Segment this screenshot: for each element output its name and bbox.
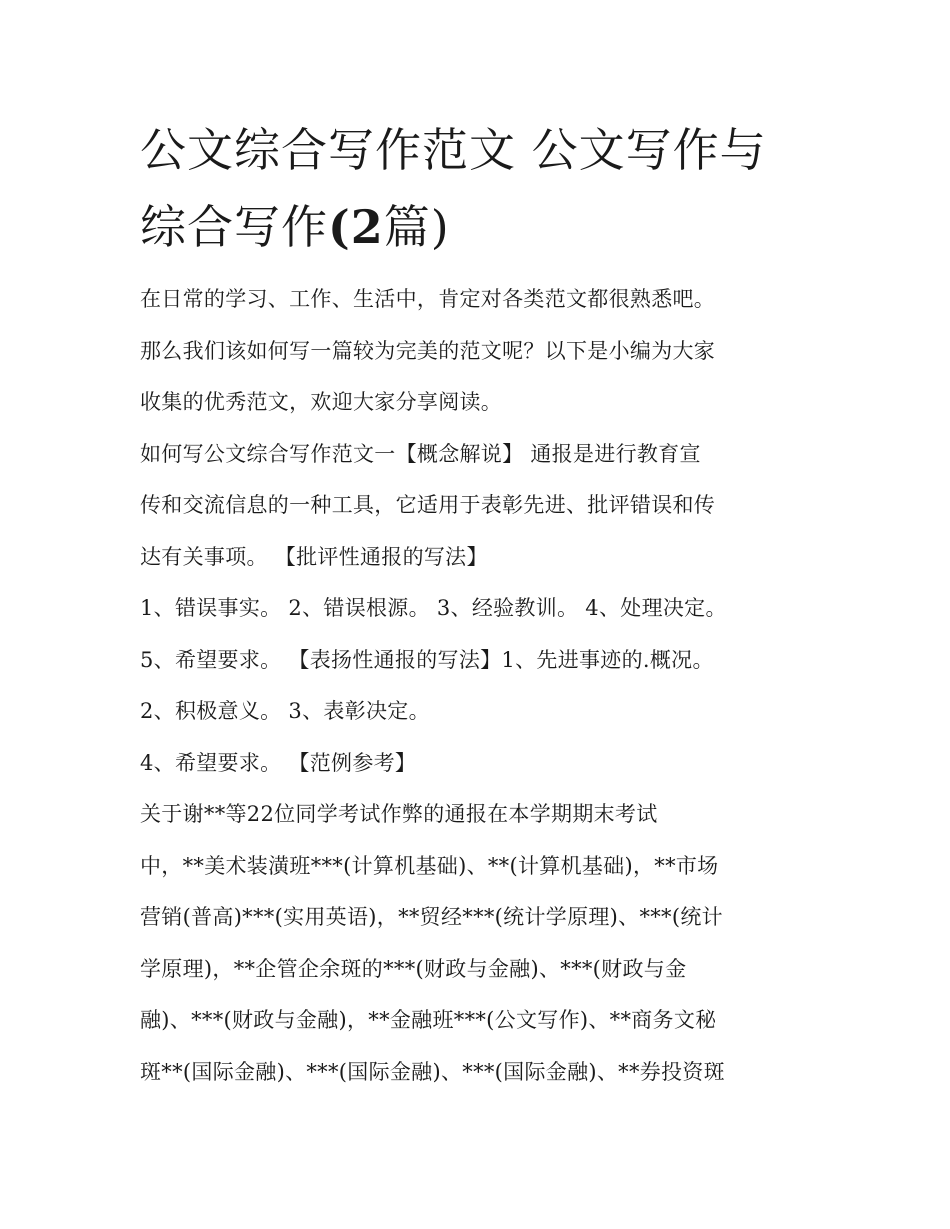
document-page <box>140 112 820 1098</box>
body-line: 5、希望要求。 【表扬性通报的写法】1、先进事迹的.概况。 <box>140 647 714 672</box>
body-line: 收集的优秀范文，欢迎大家分享阅读。 <box>140 390 503 414</box>
body-line: 融)、***(财政与金融)，**金融班***(公文写作)、**商务文秘 <box>140 1008 717 1032</box>
body-line: 达有关事项。 【批评性通报的写法】 <box>140 544 488 569</box>
title-line-2-suffix: 篇) <box>383 200 450 254</box>
body-line: 那么我们该如何写一篇较为完美的范文呢？以下是小编为大家 <box>140 338 716 363</box>
body-line: 关于谢**等22位同学考试作弊的通报在本学期期末考试 <box>140 802 658 826</box>
body-line: 营销(普高)***(实用英语)，**贸经***(统计学原理)、***(统计 <box>140 905 723 929</box>
body-line: 传和交流信息的一种工具，它适用于表彰先进、批评错误和传 <box>140 493 716 517</box>
title-line-2-prefix: 综合写作 <box>140 200 328 254</box>
body-line: 中，**美术装潢班***(计算机基础)、**(计算机基础)，**市场 <box>140 853 719 878</box>
document-title <box>140 112 820 266</box>
body-line: 在日常的学习、工作、生活中，肯定对各类范文都很熟悉吧。 <box>140 287 716 311</box>
body-line: 学原理)，**企管企余斑的***(财政与金融)、***(财政与金 <box>140 956 687 981</box>
body-line: 1、错误事实。 2、错误根源。 3、经验教训。 4、处理决定。 <box>140 596 727 620</box>
body-line: 2、积极意义。 3、表彰决定。 <box>140 699 430 723</box>
body-line: 如何写公文综合写作范文一【概念解说】 通报是进行教育宣 <box>140 441 701 466</box>
title-line-2-count: (2 <box>328 200 384 254</box>
title-line-2 <box>140 189 820 266</box>
title-line-1: 公文综合写作范文 公文写作与 <box>140 123 767 177</box>
body-line: 4、希望要求。 【范例参考】 <box>140 750 417 775</box>
document-body <box>140 274 820 1098</box>
body-line: 斑**(国际金融)、***(国际金融)、***(国际金融)、**券投资斑 <box>140 1059 725 1084</box>
